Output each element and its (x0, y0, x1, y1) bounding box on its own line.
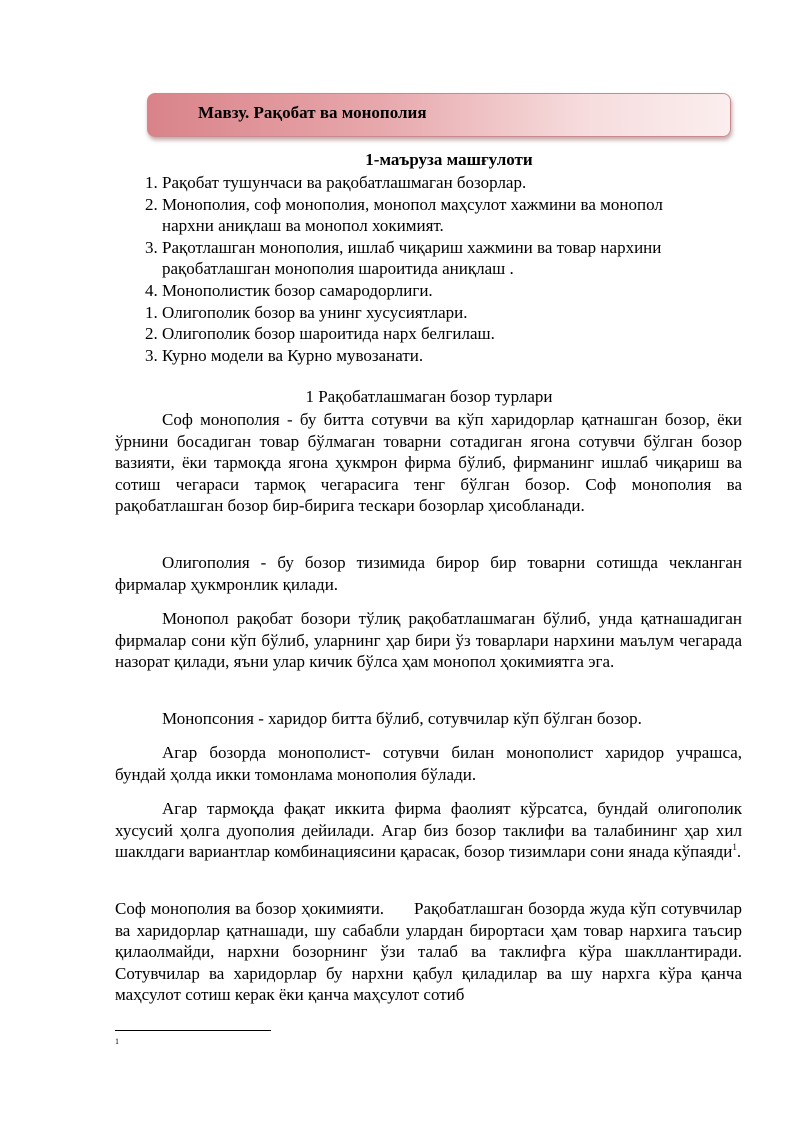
paragraph-duopoly-text: Агар тармоқда фақат иккита фирма фаолият кўрсатса, бундай олигополик хусусий ҳолга дуополия дейилади. Агар биз бозор таклифи ва талабининг ҳар хил шаклдаги вариантлар комбинациясини қарасак, бозор тизимлари сони янада кўпаяди (115, 799, 742, 862)
outline-item: 3. Рақотлашган монополия, ишлаб чиқариш хажмини ва товар нархини (145, 237, 662, 257)
section-heading: 1 Рақобатлашмаган бозор турлари (305, 387, 553, 406)
footnote-separator (115, 1030, 271, 1031)
outline-item: 1. Рақобат тушунчаси ва рақобатлашмаган бозорлар. (145, 173, 527, 192)
paragraph-pure-monopoly: Соф монополия - бу битта сотувчи ва кўп харидорлар қатнашган бозор, ёки ўрнини босадиган товар бўлмаган товарни сотадиган ягона сотувчи бўлган бозор вазияти, ёки тармоқда ягона ҳукмрон фирма бўлиб, фирманинг ишлаб чиқариш ва сотиш чегараси тармоқ чегарасига тенг бўлган бозор. Соф монополия ва рақобатлашган бозор бир-бирига тескари бозорлар ҳисобланади. (115, 410, 742, 516)
lecture-outline (145, 172, 745, 366)
footnote-mark: 1 (115, 1037, 119, 1046)
outline-item: 3. Курно модели ва Курно мувозанати. (145, 345, 424, 365)
outline-item: 2. Олигополик бозор шароитида нарх белгилаш. (145, 324, 495, 344)
paragraph-market-power (115, 898, 742, 1006)
topic-title-banner (147, 93, 731, 137)
paragraph-oligopoly: Олигополия - бу бозор тизимида бирор бир товарни сотишда чекланган фирмалар ҳукмронлик қилади. (115, 553, 742, 594)
topic-title: Мавзу. Рақобат ва монополия (198, 103, 427, 122)
paragraph-bilateral-monopoly: Агар бозорда монополист- сотувчи билан монополист харидор учрашса, бундай ҳолда икки томонлама монополия бўлади. (115, 743, 742, 784)
lecture-heading: 1-маъруза машғулоти (365, 150, 533, 169)
outline-item: 1. Олигополик бозор ва унинг хусусиятлари. (145, 302, 468, 322)
paragraph-monopsony: Монопсония - харидор битта бўлиб, сотувчилар кўп бўлган бозор. (162, 709, 642, 728)
paragraph-market-power-text: Рақобатлашган бозорда жуда кўп сотувчилар ва харидорлар қатнашади, шу сабабли улардан бирортаси ҳам товар нархига таъсир қилаолмайди, нархни бозорнинг ўзи талаб ва таклифга кўра шакллантиради. Сотувчилар ва харидорлар бу нархни қабул қиладилар ва шу нархга кўра қанча маҳсулот сотиш керак ёки қанча маҳсулот сотиб (115, 899, 742, 1005)
paragraph-monopolistic-competition: Монопол рақобат бозори тўлиқ рақобатлашмаган бўлиб, унда қатнашадиган фирмалар сони кўп бўлиб, уларнинг ҳар бири ўз товарлари нархини маълум чегарада назорат қилади, яъни улар кичик бўлса ҳам монопол ҳокимиятга эга. (115, 609, 742, 672)
outline-item: 4. Монополистик бозор самародорлиги. (145, 280, 433, 300)
outline-item-continuation: нархни аниқлаш ва монопол хокимият. (162, 216, 444, 236)
paragraph-duopoly: Агар тармоқда фақат иккита фирма фаолият кўрсатса, бундай олигополик хусусий ҳолга дуополия дейилади. Агар биз бозор таклифи ва талабининг ҳар хил шаклдаги вариантлар комбинациясини қарасак, бозор тизимлари сони янада кўпаяди$^1$. (115, 799, 742, 862)
paragraph-lead-phrase: Соф монополия ва бозор ҳокимияти. (115, 899, 385, 918)
outline-item-continuation: рақобатлашган монополия шароитида аниқлаш . (162, 259, 514, 279)
footnote-reference[interactable]: 1 (732, 842, 737, 853)
outline-item: 2. Монополия, соф монополия, монопол маҳсулот хажмини ва монопол (145, 194, 663, 214)
